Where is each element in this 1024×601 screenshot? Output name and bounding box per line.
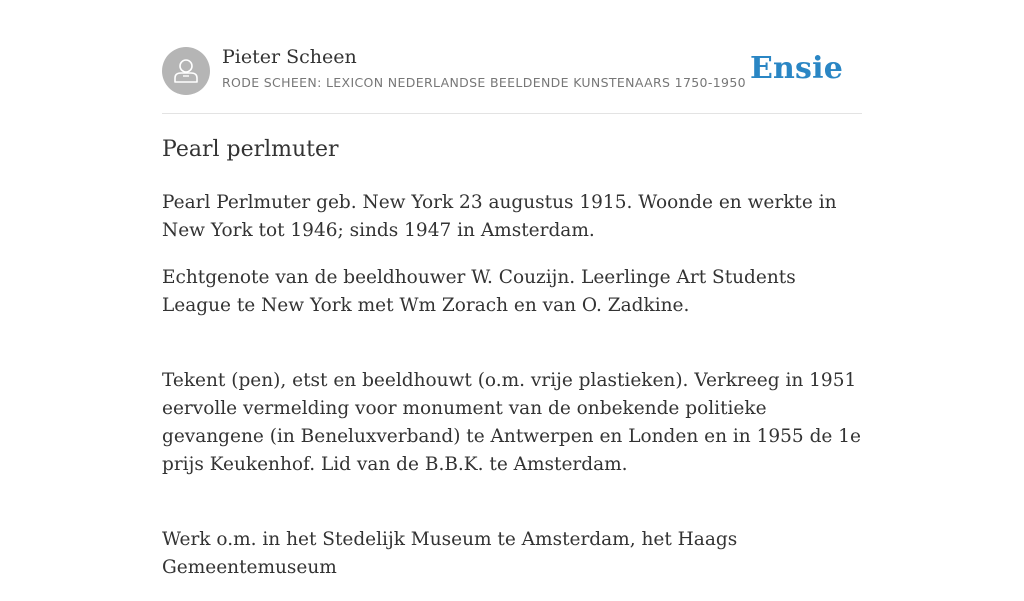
ensie-logo[interactable]: Ensie (749, 51, 843, 86)
paragraph: Werk o.m. in het Stedelijk Museum te Amsterdam, het Haags Gemeentemuseum (162, 529, 738, 578)
article-body (162, 189, 862, 601)
paragraph-spacer (162, 339, 862, 367)
paragraph: Pearl Perlmuter geb. New York 23 augustus 1915. Woonde en werkte in New York tot 1946; sinds 1947 in Amsterdam. (162, 192, 837, 241)
page-title: Pearl perlmuter (162, 137, 339, 162)
paragraph: Echtgenote van de beeldhouwer W. Couzijn. Leerlinge Art Students League te New York met Wm Zorach en van O. Zadkine. (162, 267, 796, 316)
author-name[interactable]: Pieter Scheen (222, 46, 357, 68)
user-avatar-icon[interactable] (162, 47, 210, 95)
article-header (162, 0, 862, 114)
source-lexicon[interactable]: RODE SCHEEN: LEXICON NEDERLANDSE BEELDENDE KUNSTENAARS 1750-1950 (222, 75, 746, 90)
paragraph-spacer (162, 498, 862, 526)
paragraph: Tekent (pen), etst en beeldhouwt (o.m. vrije plastieken). Verkreeg in 1951 eervolle vermelding voor monument van de onbekende politieke gevangene (in Beneluxverband) te Antwerpen en Londen en in 1955 de 1e prijs Keukenhof. Lid van de B.B.K. te Amsterdam. (162, 370, 861, 475)
article-page (162, 0, 862, 578)
